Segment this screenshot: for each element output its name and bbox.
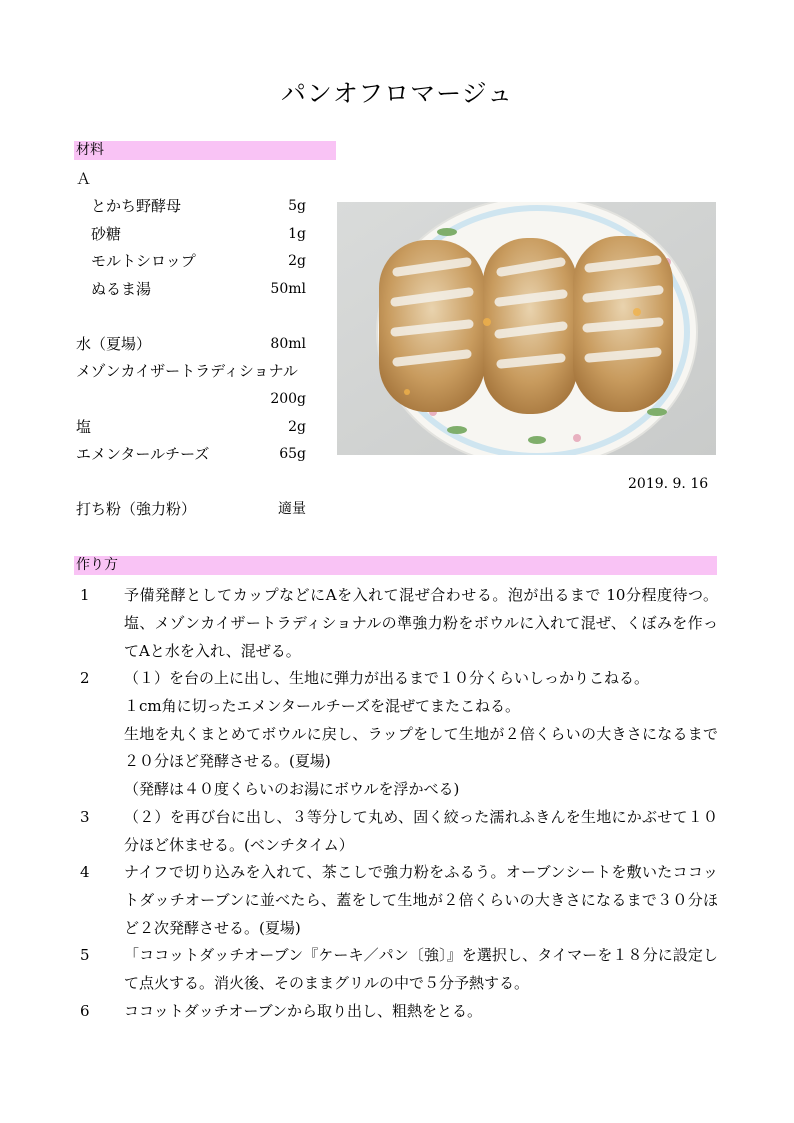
- ingredient-row: [76, 195, 306, 217]
- ingredient-qty: 適量: [278, 501, 306, 517]
- ingredient-qty: 5g: [288, 198, 306, 214]
- ingredient-name: エメンタールチーズ: [76, 445, 210, 463]
- ingredient-qty: 200g: [270, 391, 306, 407]
- ingredient-qty: 2g: [288, 419, 306, 435]
- ingredient-row: [76, 250, 306, 272]
- step-number: 3: [80, 808, 90, 826]
- step-text: 「ココットダッチオーブン『ケーキ／パン〔強〕』を選択し、タイマーを１８分に設定して点火する。消火後、そのままグリルの中で５分予熱する。: [124, 946, 718, 992]
- ingredient-qty: 2g: [288, 253, 306, 269]
- bread-on-plate-photo: [337, 202, 716, 455]
- ingredient-name: ぬるま湯: [76, 280, 152, 298]
- step-text: ココットダッチオーブンから取り出し、粗熱をとる。: [124, 1002, 483, 1020]
- step-number: 6: [80, 1002, 90, 1020]
- ingredient-qty: 1g: [288, 226, 306, 242]
- ingredient-qty: 50ml: [270, 281, 306, 297]
- ingredient-name: 打ち粉（強力粉）: [76, 500, 197, 518]
- ingredient-row: [76, 388, 306, 410]
- ingredient-name: 水（夏場）: [76, 335, 152, 353]
- method-heading: 作り方: [74, 556, 717, 575]
- step-number: 2: [80, 669, 90, 687]
- step-text: （２）を再び台に出し、３等分して丸め、固く絞った濡れふきんを生地にかぶせて１０分ほど休ませる。(ベンチタイム）: [124, 808, 718, 854]
- ingredient-qty: 65g: [279, 446, 306, 462]
- ingredient-row: [76, 278, 306, 300]
- ingredient-name: モルトシロップ: [76, 252, 196, 270]
- page-title: パンオフロマージュ: [280, 79, 514, 108]
- ingredient-name: とかち野酵母: [76, 197, 182, 215]
- ingredient-row: [76, 360, 336, 382]
- step-number: 1: [80, 586, 90, 604]
- ingredient-name: メゾンカイザートラディショナル: [76, 362, 298, 380]
- recipe-date: 2019. 9. 16: [628, 476, 709, 492]
- ingredient-name: Ａ: [76, 170, 92, 188]
- bread-loaves: [379, 236, 673, 414]
- step-text: （１）を台の上に出し、生地に弾力が出るまで１０分くらいしっかりこねる。 １cm角に切ったエメンタールチーズを混ぜてまたこねる。 生地を丸くまとめてボウルに戻し、ラップをして生地が２倍くらいの大きさになるまで２０分ほど発酵させる。(夏場) （発酵は４０度くらいのお湯にボウルを浮かべる): [124, 669, 718, 799]
- step-number: 4: [80, 863, 90, 881]
- ingredient-name: 塩: [76, 418, 92, 436]
- ingredient-name: 砂糖: [76, 225, 122, 243]
- step-text: 予備発酵としてカップなどにAを入れて混ぜ合わせる。泡が出るまで 10分程度待つ。塩、メゾンカイザートラディショナルの準強力粉をボウルに入れて混ぜ、くぼみを作ってAと水を入れ、混ぜる。: [124, 586, 718, 660]
- ingredient-row: [76, 416, 306, 438]
- materials-heading: 材料: [74, 141, 336, 160]
- step-text: ナイフで切り込みを入れて、茶こしで強力粉をふるう。オーブンシートを敷いたココットダッチオーブンに並べたら、蓋をして生地が２倍くらいの大きさになるまで３０分ほど２次発酵させる。(夏場): [124, 863, 718, 937]
- ingredient-qty: 80ml: [270, 336, 306, 352]
- ingredient-row: [76, 333, 306, 355]
- ingredient-row: [76, 223, 306, 245]
- ingredient-row: [76, 168, 306, 190]
- ingredient-row: [76, 498, 306, 520]
- ingredient-row: [76, 443, 306, 465]
- step-number: 5: [80, 946, 90, 964]
